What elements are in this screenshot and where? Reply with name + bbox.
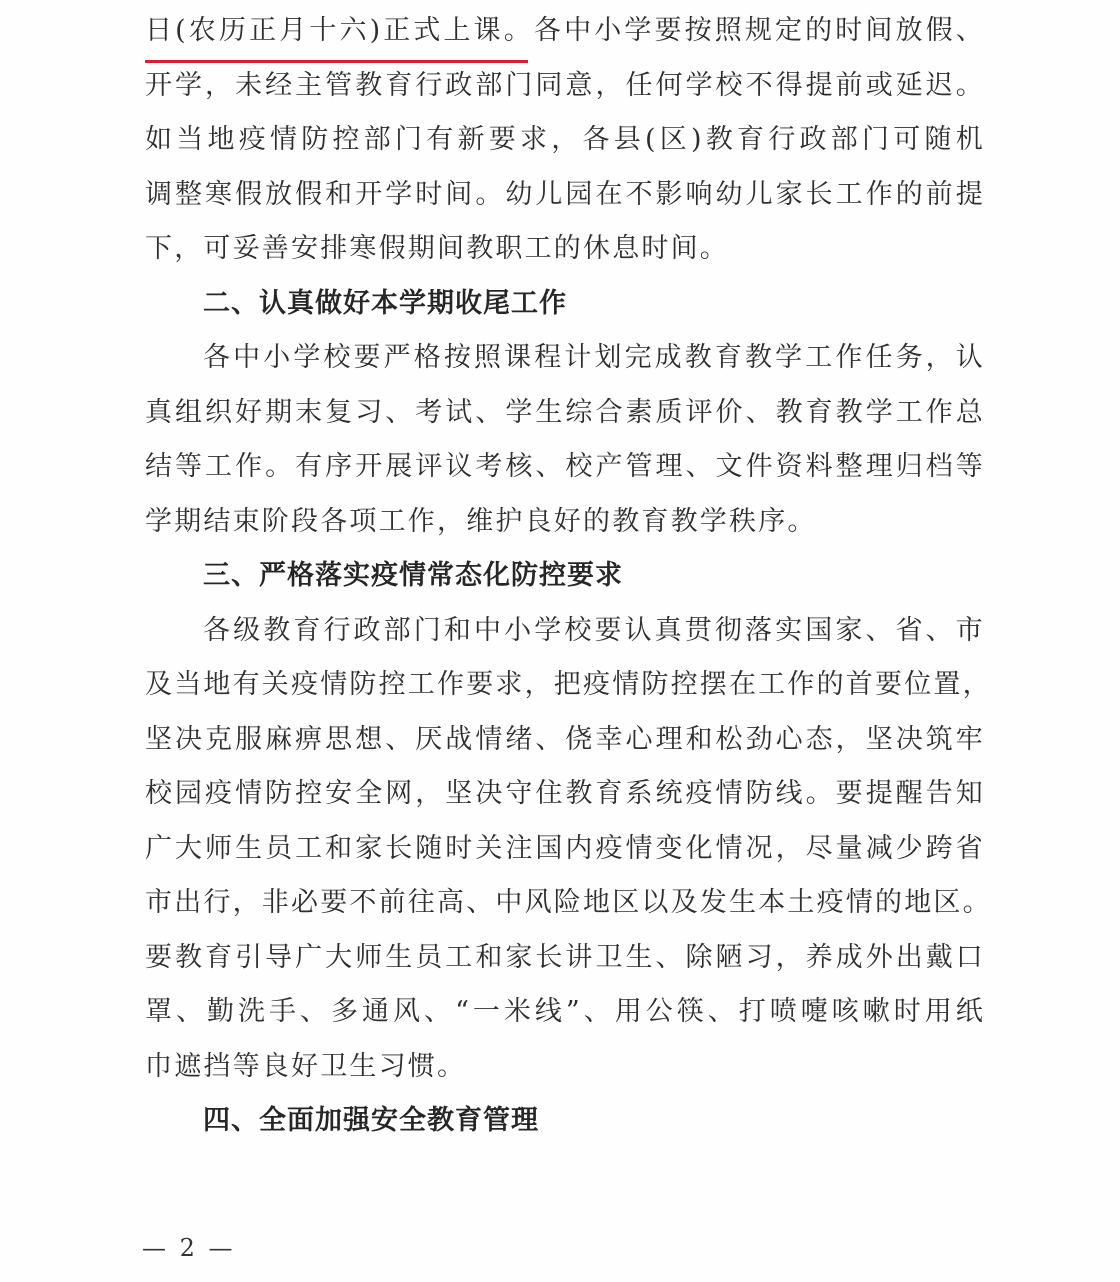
paragraph-line-rest: 。各中小学要按照规定的时间放假、 — [503, 15, 985, 46]
paragraph-line: 巾遮挡等良好卫生习惯。 — [145, 1050, 467, 1082]
paragraph-line: 学期结束阶段各项工作，维护良好的教育教学秩序。 — [145, 505, 817, 537]
paragraph-line — [145, 4, 985, 59]
red-underline-mark — [145, 60, 528, 63]
paragraph-line: 结等工作。有序开展评议考核、校产管理、文件资料整理归档等 — [145, 451, 985, 482]
highlighted-text-content: 日(农历正月十六)正式上课 — [145, 15, 504, 46]
paragraph-line: 开学，未经主管教育行政部门同意，任何学校不得提前或延迟。 — [145, 69, 985, 101]
highlighted-text — [145, 15, 504, 46]
section-heading: 四、全面加强安全教育管理 — [203, 1105, 539, 1136]
section-heading: 三、严格落实疫情常态化防控要求 — [203, 560, 623, 591]
paragraph-line: 广大师生员工和家长随时关注国内疫情变化情况，尽量减少跨省 — [145, 832, 985, 864]
paragraph-line: 真组织好期末复习、考试、学生综合素质评价、教育教学工作总 — [145, 396, 985, 428]
paragraph-line: 如当地疫情防控部门有新要求，各县(区)教育行政部门可随机 — [145, 124, 985, 155]
paragraph-line: 市出行，非必要不前往高、中风险地区以及发生本土疫情的地区。 — [145, 887, 992, 918]
paragraph-line: 下，可妥善安排寒假期间教职工的休息时间。 — [145, 233, 729, 264]
page-number: — 2 — — [142, 1234, 236, 1262]
paragraph-line: 及当地有关疫情防控工作要求，把疫情防控摆在工作的首要位置， — [145, 669, 992, 700]
paragraph-line: 罩、勤洗手、多通风、“一米线”、用公筷、打喷嚏咳嗽时用纸 — [145, 996, 985, 1027]
paragraph-line: 要教育引导广大师生员工和家长讲卫生、除陋习，养成外出戴口 — [145, 941, 985, 973]
document-body — [145, 4, 992, 1149]
paragraph-line: 坚决克服麻痹思想、厌战情绪、侥幸心理和松劲心态，坚决筑牢 — [145, 723, 985, 755]
section-heading: 二、认真做好本学期收尾工作 — [203, 287, 567, 319]
paragraph-line: 校园疫情防控安全网，坚决守住教育系统疫情防线。要提醒告知 — [145, 778, 985, 809]
paragraph-line: 各中小学校要严格按照课程计划完成教育教学工作任务，认 — [203, 342, 985, 373]
paragraph-line: 调整寒假放假和开学时间。幼儿园在不影响幼儿家长工作的前提 — [145, 178, 985, 210]
paragraph-line: 各级教育行政部门和中小学校要认真贯彻落实国家、省、市 — [203, 614, 985, 646]
